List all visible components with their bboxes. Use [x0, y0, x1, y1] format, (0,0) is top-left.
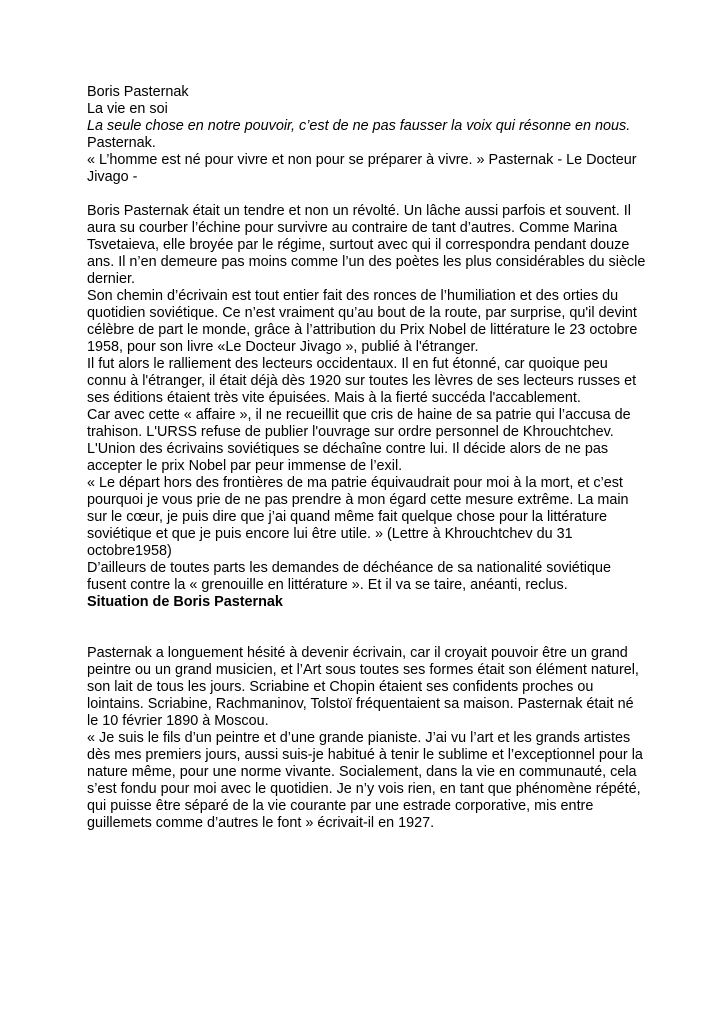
document-subtitle: La vie en soi [87, 101, 168, 117]
paragraph: « Je suis le fils d’un peintre et d’une grande pianiste. J’ai vu l’art et les grands artistes dès mes premiers jours, aussi suis-je habitué à tenir le sublime et l’exceptionnel pour la nature même, pour une norme vivante. Socialement, dans la vie en communauté, cela s’est fondu pour moi avec le quotidien. Je n’y vois rien, en tant que phénomène répété, qui puisse être séparé de la vie courante par une estrade corporative, mis entre guillemets comme d’autres le font » écrivait-il en 1927. [87, 730, 643, 831]
intro-body [87, 203, 647, 594]
document-page [87, 84, 647, 832]
paragraph: Son chemin d’écrivain est tout entier fait des ronces de l’humiliation et des orties du quotidien soviétique. Ce n’est vraiment qu’au bout de la route, par surprise, qu'il devint célèbre de part le monde, grâce à l’attribution du Prix Nobel de littérature le 23 octobre 1958, pour son livre «Le Docteur Jivago », publié à l'étranger. [87, 288, 638, 355]
epigraph-quote: La seule chose en notre pouvoir, c’est de ne pas fausser la voix qui résonne en nous. [87, 118, 631, 134]
epigraph-author: Pasternak. [87, 135, 156, 151]
jivago-quote: « L’homme est né pour vivre et non pour se préparer à vivre. » Pasternak - Le Docteur Jivago - [87, 152, 637, 185]
section-heading: Situation de Boris Pasternak [87, 594, 283, 610]
paragraph: « Le départ hors des frontières de ma patrie équivaudrait pour moi à la mort, et c’est pourquoi je vous prie de ne pas prendre à mon égard cette mesure extrême. La main sur le cœur, je puis dire que j’ai quand même fait quelque chose pour la littérature soviétique et que je puis encore lui être utile. » (Lettre à Khrouchtchev du 31 octobre1958) [87, 475, 629, 559]
section-body [87, 645, 647, 832]
paragraph: D’ailleurs de toutes parts les demandes de déchéance de sa nationalité soviétique fusent contre la « grenouille en littérature ». Et il va se taire, anéanti, reclus. [87, 560, 611, 593]
paragraph: Il fut alors le ralliement des lecteurs occidentaux. Il en fut étonné, car quoique peu connu à l'étranger, il était déjà dès 1920 sur toutes les lèvres de ses lecteurs russes et ses éditions étaient très vite épuisées. Mais à la fierté succéda l'accablement. [87, 356, 637, 406]
paragraph: Boris Pasternak était un tendre et non un révolté. Un lâche aussi parfois et souvent. Il aura su courber l’échine pour survivre au contraire de tant d’autres. Comme Marina Tsvetaieva, elle broyée par le régime, surtout avec qui il correspondra pendant douze ans. Il n’en demeure pas moins comme l’un des poètes les plus considérables du siècle dernier. [87, 203, 646, 287]
paragraph: Car avec cette « affaire », il ne recueillit que cris de haine de sa patrie qui l’accusa de trahison. L'URSS refuse de publier l'ouvrage sur ordre personnel de Khrouchtchev. L'Union des écrivains soviétiques se déchaîne contre lui. Il décide alors de ne pas accepter le prix Nobel par peur immense de l’exil. [87, 407, 631, 474]
epigraph [87, 118, 647, 152]
document-title: Boris Pasternak [87, 84, 189, 100]
paragraph: Pasternak a longuement hésité à devenir écrivain, car il croyait pouvoir être un grand peintre ou un grand musicien, et l’Art sous toutes ses formes était son élément naturel, son lait de tous les jours. Scriabine et Chopin étaient ses confidents proches ou lointains. Scriabine, Rachmaninov, Tolstoï fréquentaient sa maison. Pasternak était né le 10 février 1890 à Moscou. [87, 645, 639, 729]
